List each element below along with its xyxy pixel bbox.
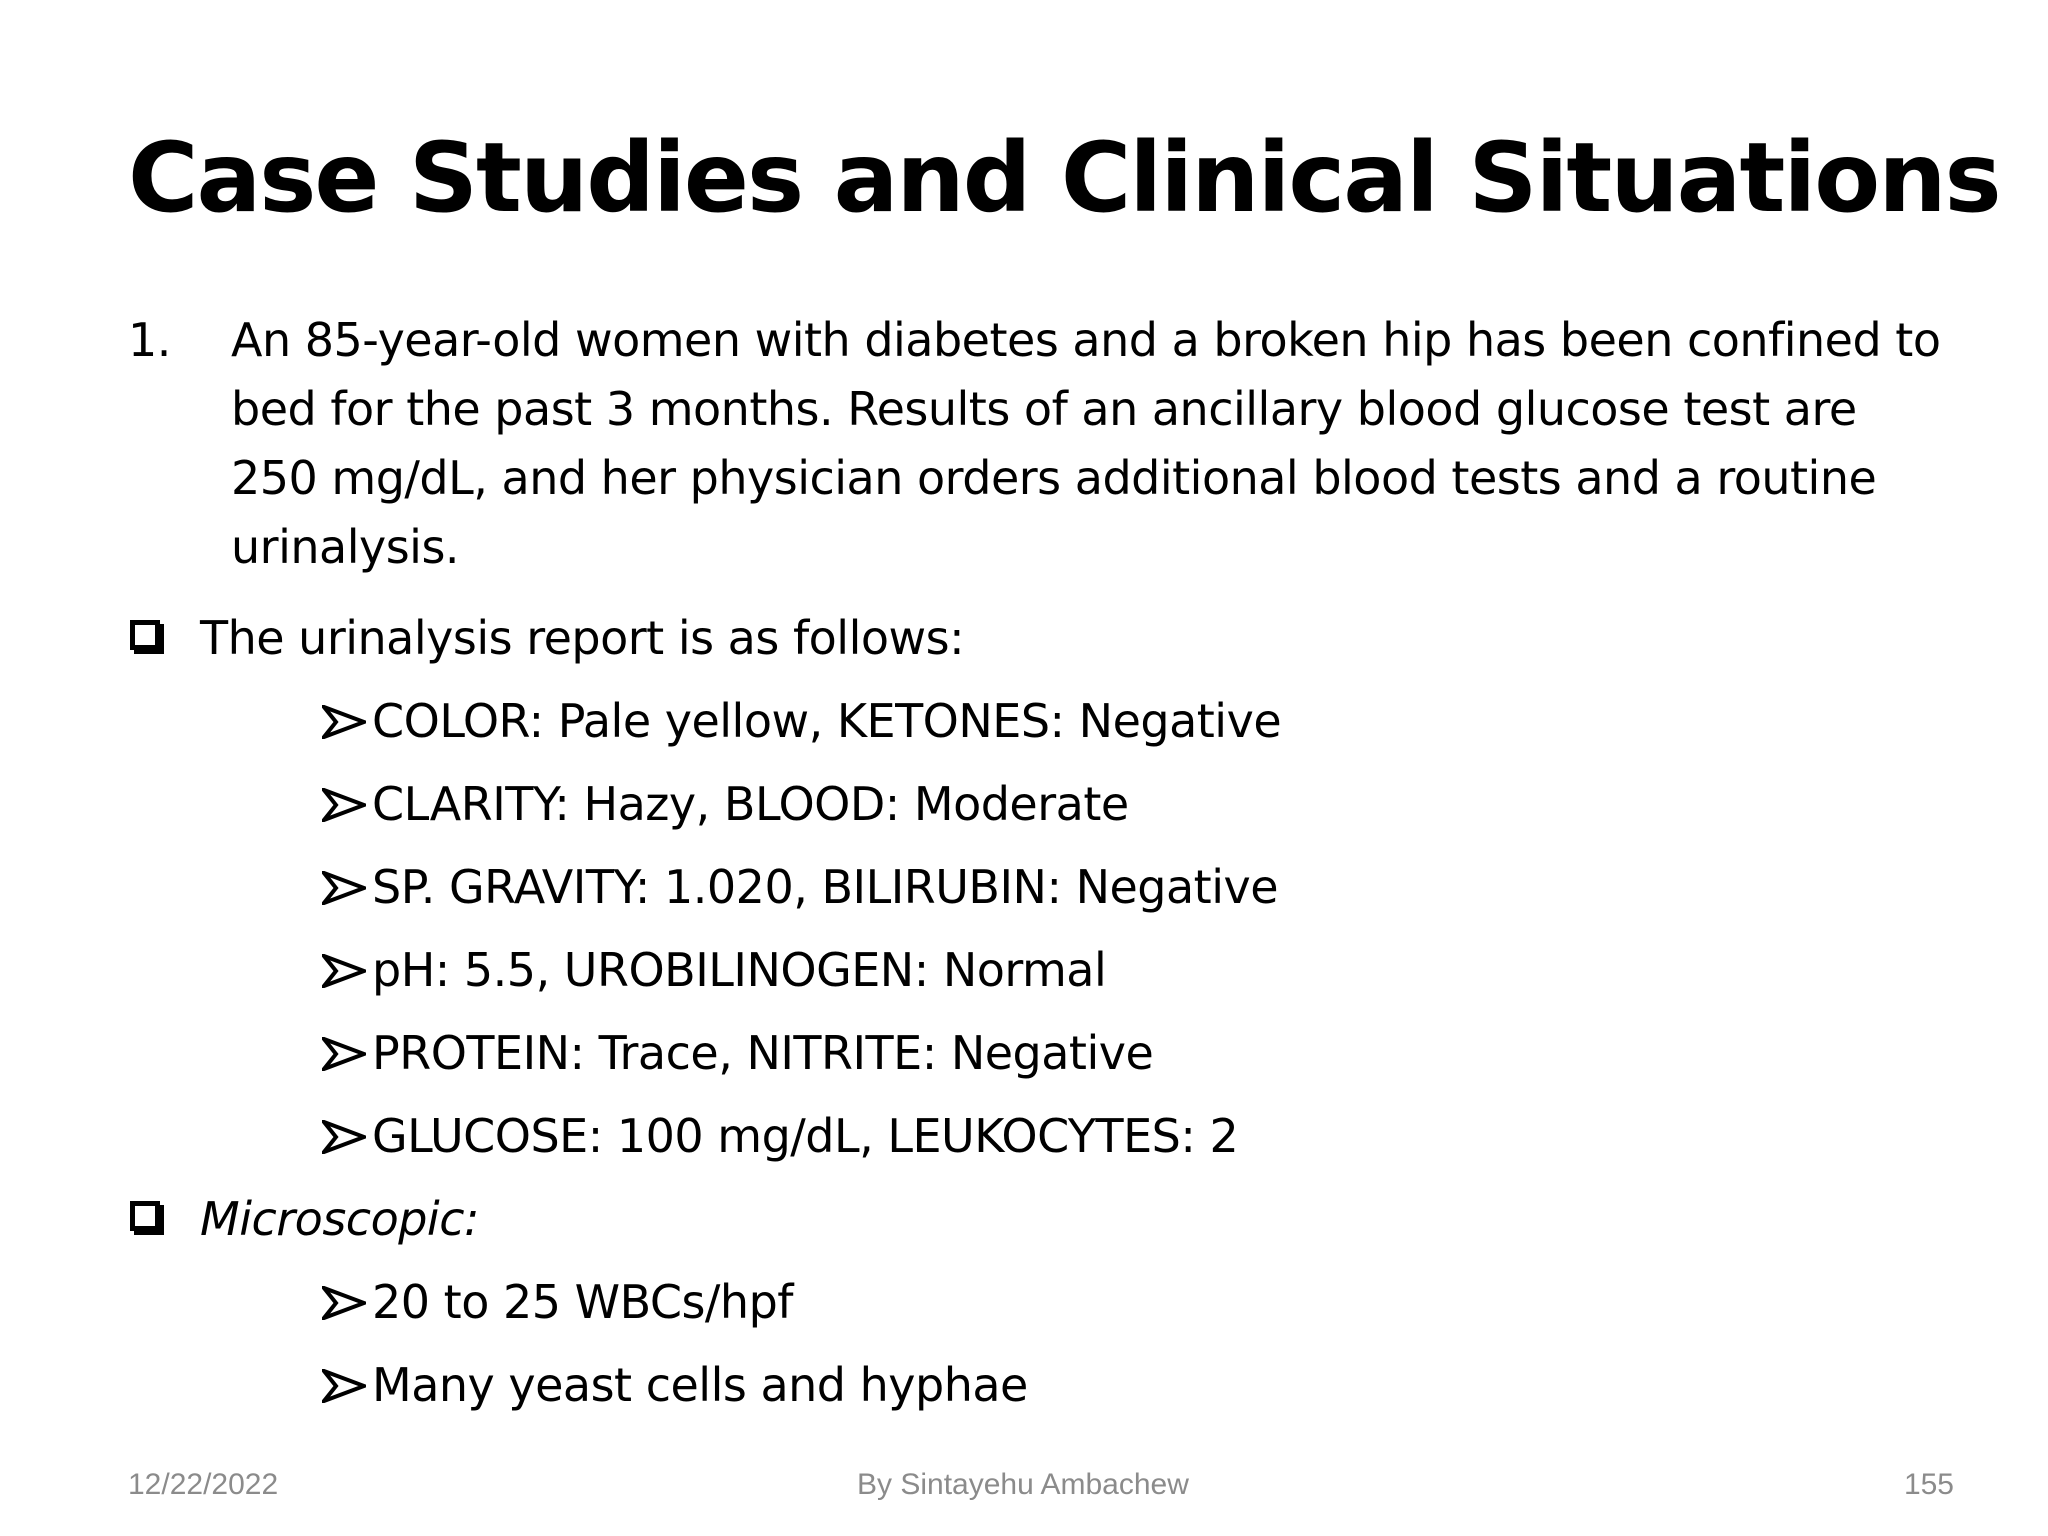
report-item-gravity: SP. GRAVITY: 1.020, BILIRUBIN: Negative xyxy=(372,860,1279,914)
report-item-ph: pH: 5.5, UROBILINOGEN: Normal xyxy=(372,943,1107,997)
microscopic-item-wbc: 20 to 25 WBCs/hpf xyxy=(372,1275,793,1329)
report-item-clarity: CLARITY: Hazy, BLOOD: Moderate xyxy=(372,777,1129,831)
arrow-bullet-icon xyxy=(322,1037,366,1071)
checkbox-bullet-icon xyxy=(130,1201,160,1231)
arrow-bullet-icon xyxy=(322,705,366,739)
case-number: 1. xyxy=(128,313,171,367)
report-item-glucose: GLUCOSE: 100 mg/dL, LEUKOCYTES: 2 xyxy=(372,1109,1239,1163)
arrow-bullet-icon xyxy=(322,788,366,822)
report-item-protein: PROTEIN: Trace, NITRITE: Negative xyxy=(372,1026,1154,1080)
footer-author: By Sintayehu Ambachew xyxy=(857,1468,1189,1501)
microscopic-item-yeast: Many yeast cells and hyphae xyxy=(372,1358,1028,1412)
arrow-bullet-icon xyxy=(322,1120,366,1154)
case-description: An 85-year-old women with diabetes and a broken hip has been confined to bed for the past 3 months. Results of an ancillary blood glucose test are 250 mg/dL, and her physician orders additional blood tests and a routine urinalysis. xyxy=(231,313,1941,574)
footer-page-number: 155 xyxy=(1903,1468,1954,1501)
footer-date: 12/22/2022 xyxy=(128,1468,279,1501)
arrow-bullet-icon xyxy=(322,871,366,905)
arrow-bullet-icon xyxy=(322,1369,366,1403)
arrow-bullet-icon xyxy=(322,1286,366,1320)
arrow-bullet-icon xyxy=(322,954,366,988)
checkbox-bullet-icon xyxy=(130,620,160,650)
microscopic-heading: Microscopic: xyxy=(200,1192,479,1246)
slide-title: Case Studies and Clinical Situations xyxy=(128,122,2000,234)
report-item-color: COLOR: Pale yellow, KETONES: Negative xyxy=(372,694,1282,748)
report-heading: The urinalysis report is as follows: xyxy=(200,611,965,665)
